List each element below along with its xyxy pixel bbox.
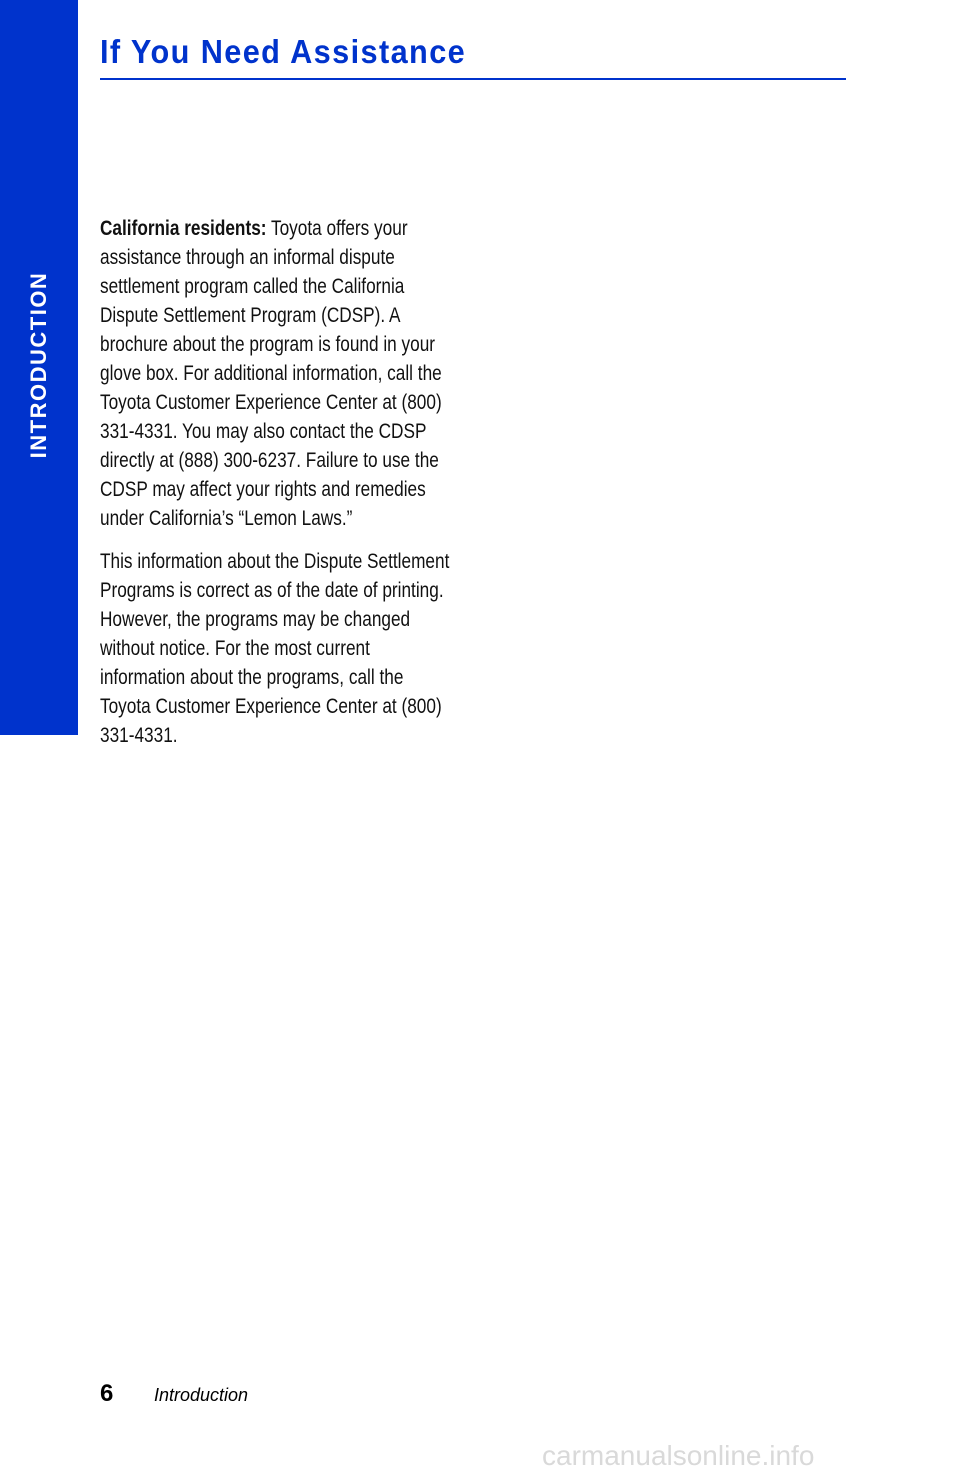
california-residents-paragraph (100, 214, 453, 533)
section-side-tab-label: INTRODUCTION (26, 271, 51, 459)
paragraph-lead: California residents: (100, 217, 267, 240)
page-number: 6 (100, 1380, 114, 1407)
paragraph-text: Toyota offers your assistance through an informal dispute settlement program called the California Dispute Settlement Program (CDSP). A brochure about the program is found in your glove box. For additional information, call the Toyota Customer Experience Center at (800) 331-4331. You may also contact the CDSP directly at (888) 300-6237. Failure to use the CDSP may affect your rights and remedies under California’s “Lemon Laws.” (100, 217, 442, 530)
dispute-program-info-paragraph: This information about the Dispute Settlement Programs is correct as of the date of printing. However, the programs may be changed without notice. For the most current information about the programs, call the Toyota Customer Experience Center at (800) 331-4331. (100, 550, 450, 747)
page-title: If You Need Assistance (100, 33, 467, 70)
body-column (100, 214, 453, 764)
footer-section-label: Introduction (154, 1385, 249, 1405)
title-divider (100, 78, 846, 80)
site-watermark: carmanualsonline.info (542, 1440, 815, 1471)
